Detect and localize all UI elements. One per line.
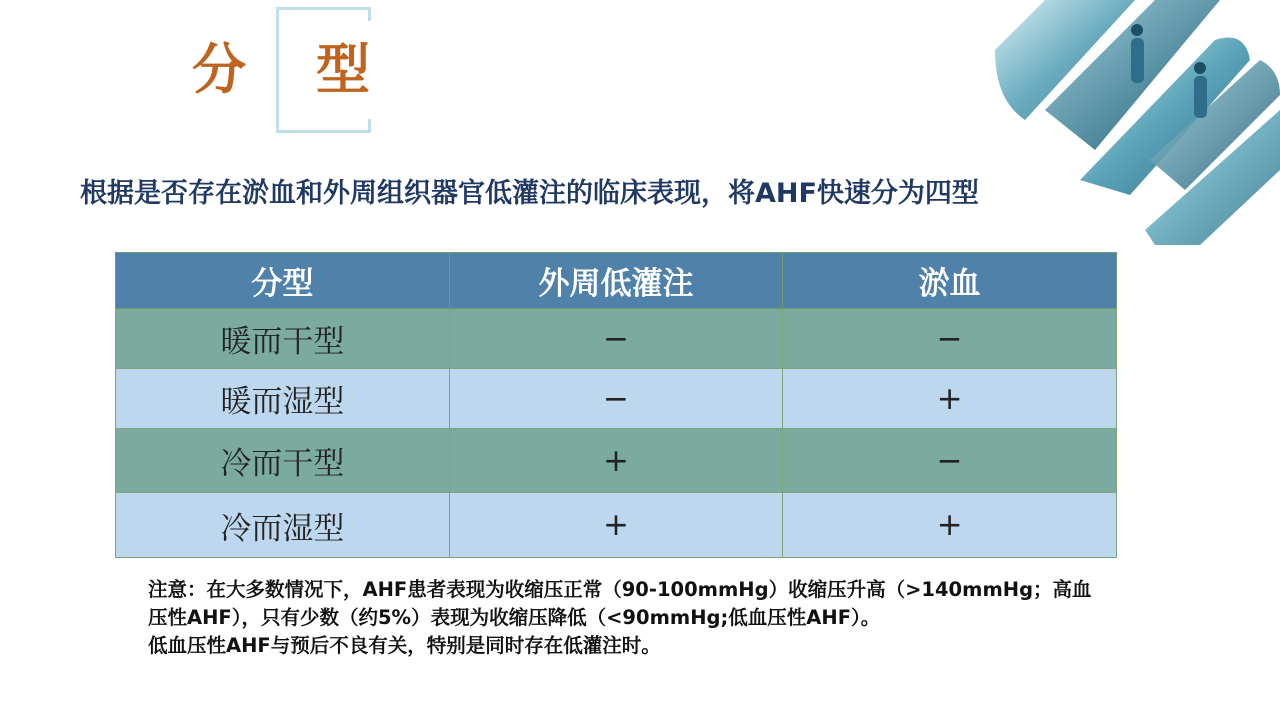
cell-congestion: −	[783, 309, 1117, 369]
cell-type: 冷而湿型	[116, 493, 450, 558]
cell-type: 冷而干型	[116, 429, 450, 493]
cell-congestion: +	[783, 369, 1117, 429]
classification-table	[115, 252, 1117, 558]
cell-perfusion: +	[449, 493, 783, 558]
title-char-1: 分	[192, 38, 246, 101]
table-row	[116, 429, 1117, 493]
note-block	[148, 576, 1108, 660]
cell-type: 暖而干型	[116, 309, 450, 369]
table-row	[116, 309, 1117, 369]
cell-congestion: +	[783, 493, 1117, 558]
header-type: 分型	[116, 253, 450, 309]
title-char-2: 型	[316, 38, 370, 101]
cell-perfusion: −	[449, 309, 783, 369]
cell-perfusion: −	[449, 369, 783, 429]
table-row	[116, 369, 1117, 429]
header-perfusion: 外周低灌注	[449, 253, 783, 309]
cell-type: 暖而湿型	[116, 369, 450, 429]
header-congestion: 淤血	[783, 253, 1117, 309]
subtitle: 根据是否存在淤血和外周组织器官低灌注的临床表现，将AHF快速分为四型	[80, 178, 979, 209]
cell-congestion: −	[783, 429, 1117, 493]
note-line-1: 注意：在大多数情况下，AHF患者表现为收缩压正常（90-100mmHg）收缩压升高（>140mmHg；高血压性AHF），只有少数（约5%）表现为收缩压降低（<90mmHg;低血压性AHF）。	[148, 578, 1092, 629]
note-line-2: 低血压性AHF与预后不良有关，特别是同时存在低灌注时。	[148, 634, 661, 657]
table-row	[116, 493, 1117, 558]
page-title	[192, 38, 370, 102]
cell-perfusion: +	[449, 429, 783, 493]
